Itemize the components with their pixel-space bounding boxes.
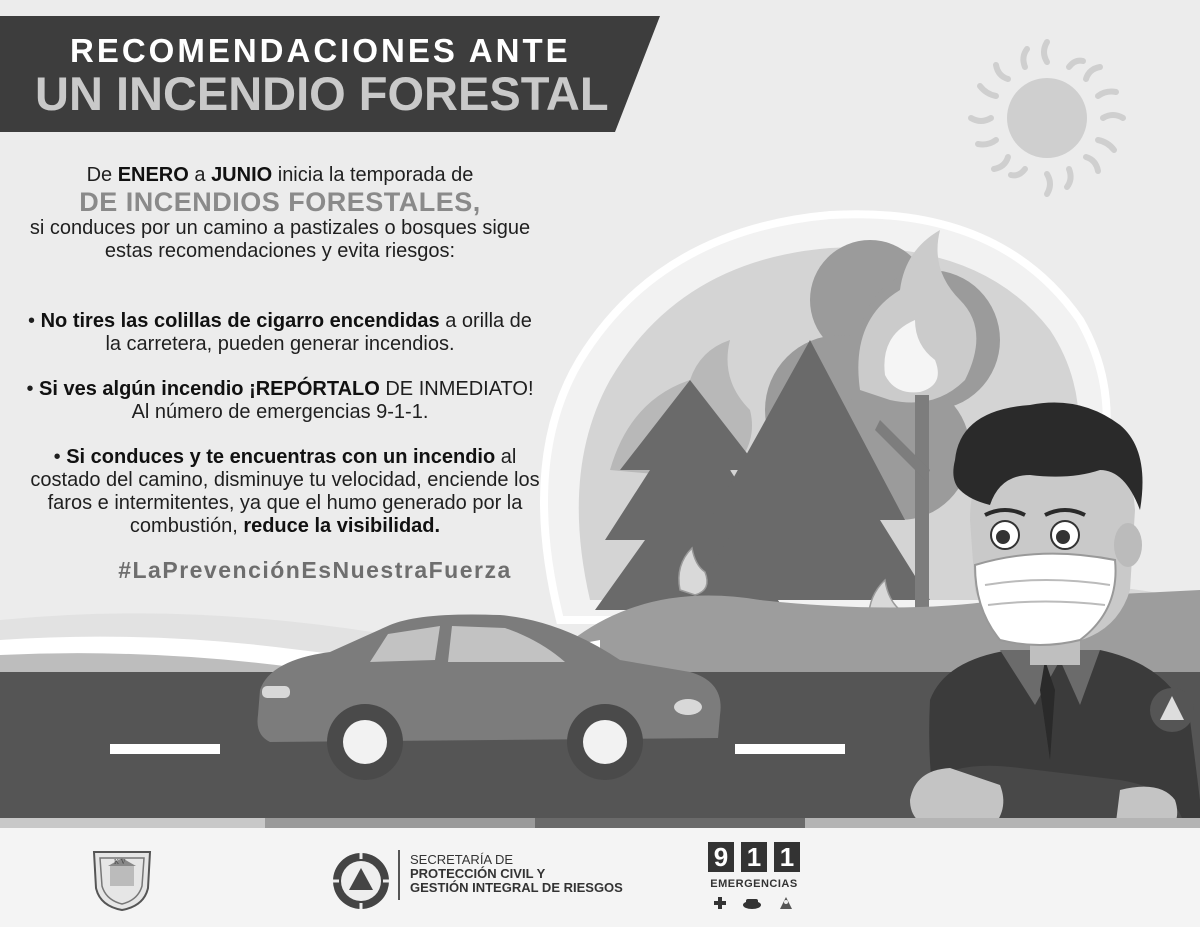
title-line-2: UN INCENDIO FORESTAL <box>35 67 609 120</box>
intro-rest: si conduces por un camino a pastizales o bosques sigue estas recomendaciones y evita riesgos: <box>29 217 531 262</box>
intro-text: inicia la temporada de <box>272 164 474 186</box>
tip-text: a orilla de la carretera, pueden generar incendios. <box>105 310 532 355</box>
emergency-digit: 9 <box>708 842 734 872</box>
municipal-seal-icon <box>86 848 158 912</box>
tip-text: al costado del camino, disminuye tu velocidad, enciende los faros e intermitentes, ya que el humo generado por la combustión, <box>30 446 540 537</box>
intro-paragraph <box>20 164 540 263</box>
tip-text: DE INMEDIATO! Al número de emergencias 9-1-1. <box>131 378 534 423</box>
secretaria-line-3: GESTIÓN INTEGRAL DE RIESGOS <box>410 880 623 895</box>
emergency-911-logo <box>708 842 800 916</box>
intro-month-start: ENERO <box>117 164 189 186</box>
tip-3 <box>20 446 550 538</box>
tip-bullet: • <box>28 310 41 332</box>
tip-bold: Si ves algún incendio ¡REPÓRTALO <box>39 378 380 400</box>
hashtag: #LaPrevenciónEsNuestraFuerza <box>118 557 512 583</box>
firefighter-icon <box>780 897 792 909</box>
medical-cross-icon <box>714 897 726 909</box>
emergency-services-icons <box>708 894 800 914</box>
proteccion-civil-logo-icon <box>330 850 392 912</box>
secretaria-line-2: PROTECCIÓN CIVIL Y <box>410 866 546 881</box>
tip-2 <box>20 378 540 424</box>
secretaria-line-1: SECRETARÍA DE <box>410 852 514 867</box>
police-cap-icon <box>743 899 761 909</box>
tip-bold: Si conduces y te encuentras con un incendio <box>66 446 496 468</box>
intro-text: a <box>188 164 212 186</box>
tip-1 <box>20 310 540 356</box>
intro-highlight: DE INCENDIOS FORESTALES, <box>79 187 481 217</box>
tip-bold: No tires las colillas de cigarro encendidas <box>40 310 440 332</box>
emergency-digit: 1 <box>741 842 767 872</box>
intro-month-end: JUNIO <box>211 164 273 186</box>
title-line-1: RECOMENDACIONES ANTE <box>70 32 571 69</box>
tip-bullet: • <box>26 378 40 400</box>
emergency-label: EMERGENCIAS <box>710 878 798 890</box>
sun-icon <box>971 42 1123 194</box>
footer-divider <box>398 850 400 900</box>
secretaria-name <box>410 853 623 895</box>
tip-bold-end: reduce la visibilidad. <box>243 515 441 537</box>
svg-text:K V: K V <box>114 858 126 866</box>
intro-text: De <box>86 164 118 186</box>
emergency-digit: 1 <box>774 842 800 872</box>
tip-bullet: • <box>53 446 67 468</box>
